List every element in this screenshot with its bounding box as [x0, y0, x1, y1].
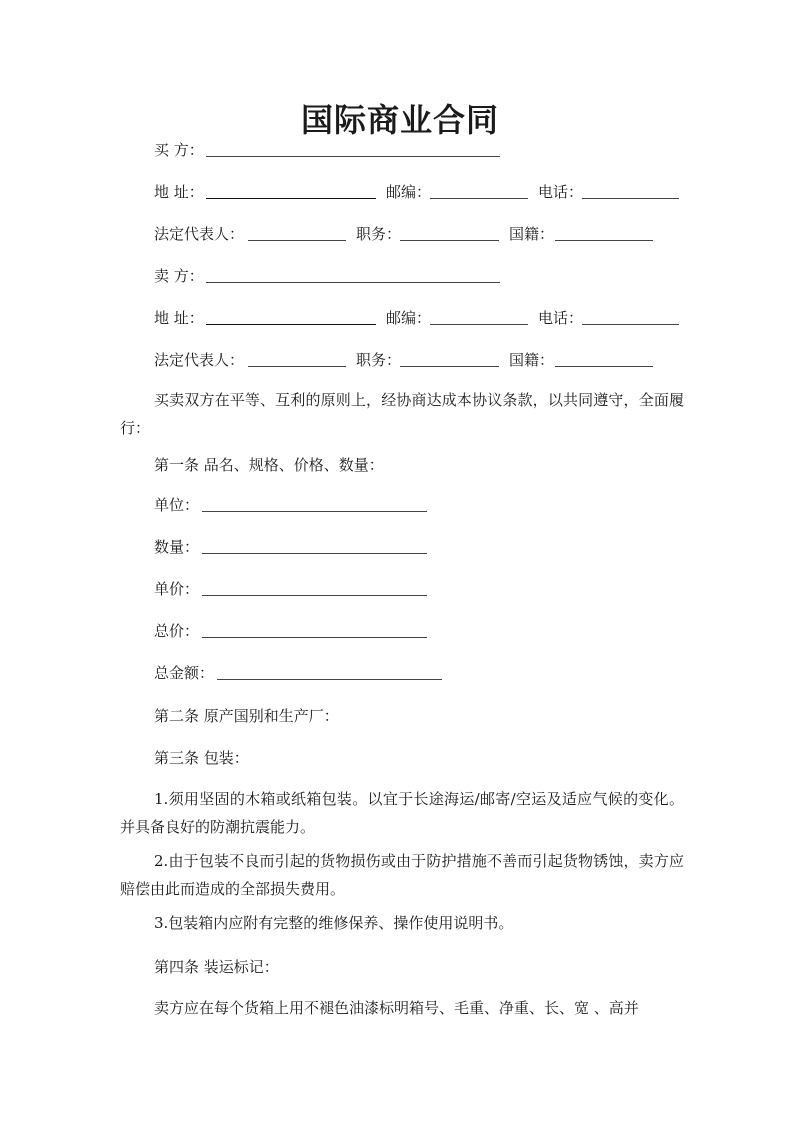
- buyer-position-field[interactable]: [400, 222, 499, 241]
- seller-postcode-label: 邮编：: [386, 309, 432, 327]
- buyer-rep-field[interactable]: [248, 222, 346, 241]
- article3-item2: 2.由于包装不良而引起的货物损伤或由于防护措施不善而引起货物锈蚀，卖方应赔偿由此而造成的全部损失费用。: [120, 852, 684, 898]
- seller-postcode-field[interactable]: [430, 306, 528, 325]
- quantity-label: 数量：: [154, 538, 200, 556]
- seller-rep-label: 法定代表人：: [154, 351, 245, 369]
- article3-item3: 3.包装箱内应附有完整的维修保养、操作使用说明书。: [154, 914, 514, 932]
- buyer-rep-label: 法定代表人：: [154, 225, 245, 243]
- article4-text: 卖方应在每个货箱上用不褪色油漆标明箱号、毛重、净重、长、宽 、高并: [154, 999, 639, 1017]
- seller-address-label: 地 址：: [154, 309, 204, 327]
- article3-item1: 1.须用坚固的木箱或纸箱包装。以宜于长途海运/邮寄/空运及适应气候的变化。并具备良好的防潮抗震能力。: [120, 790, 684, 836]
- buyer-phone-field[interactable]: [582, 180, 679, 199]
- seller-nationality-field[interactable]: [555, 348, 653, 367]
- total-price-field[interactable]: [202, 619, 427, 638]
- document-title: 国际商业合同: [300, 101, 499, 139]
- article1-heading: 第一条 品名、规格、价格、数量：: [154, 456, 384, 474]
- buyer-phone-label: 电话：: [538, 183, 584, 201]
- unit-price-field[interactable]: [202, 577, 427, 596]
- article4-heading: 第四条 装运标记：: [154, 958, 279, 976]
- seller-phone-field[interactable]: [582, 306, 679, 325]
- unit-price-label: 单价：: [154, 580, 200, 598]
- total-price-label: 总价：: [154, 622, 200, 640]
- buyer-postcode-label: 邮编：: [386, 183, 432, 201]
- seller-address-field[interactable]: [206, 306, 376, 325]
- seller-position-label: 职务：: [356, 351, 402, 369]
- buyer-nationality-label: 国籍：: [509, 225, 555, 243]
- buyer-address-label: 地 址：: [154, 183, 204, 201]
- article3-heading: 第三条 包装：: [154, 749, 249, 767]
- buyer-position-label: 职务：: [356, 225, 402, 243]
- seller-rep-field[interactable]: [248, 348, 346, 367]
- seller-label: 卖 方：: [154, 267, 204, 285]
- buyer-nationality-field[interactable]: [555, 222, 653, 241]
- buyer-postcode-field[interactable]: [430, 180, 528, 199]
- intro-paragraph: 买卖双方在平等、互利的原则上，经协商达成本协议条款，以共同遵守，全面履行：: [120, 391, 684, 437]
- buyer-address-field[interactable]: [206, 180, 376, 199]
- buyer-label: 买 方：: [154, 141, 204, 159]
- unit-label: 单位：: [154, 496, 200, 514]
- unit-field[interactable]: [202, 493, 427, 512]
- seller-name-field[interactable]: [206, 264, 500, 283]
- seller-phone-label: 电话：: [538, 309, 584, 327]
- total-amount-label: 总金额：: [154, 664, 215, 682]
- article2-heading: 第二条 原产国别和生产厂：: [154, 707, 339, 725]
- seller-position-field[interactable]: [400, 348, 499, 367]
- quantity-field[interactable]: [202, 535, 427, 554]
- total-amount-field[interactable]: [217, 661, 442, 680]
- buyer-name-field[interactable]: [206, 138, 500, 157]
- seller-nationality-label: 国籍：: [509, 351, 555, 369]
